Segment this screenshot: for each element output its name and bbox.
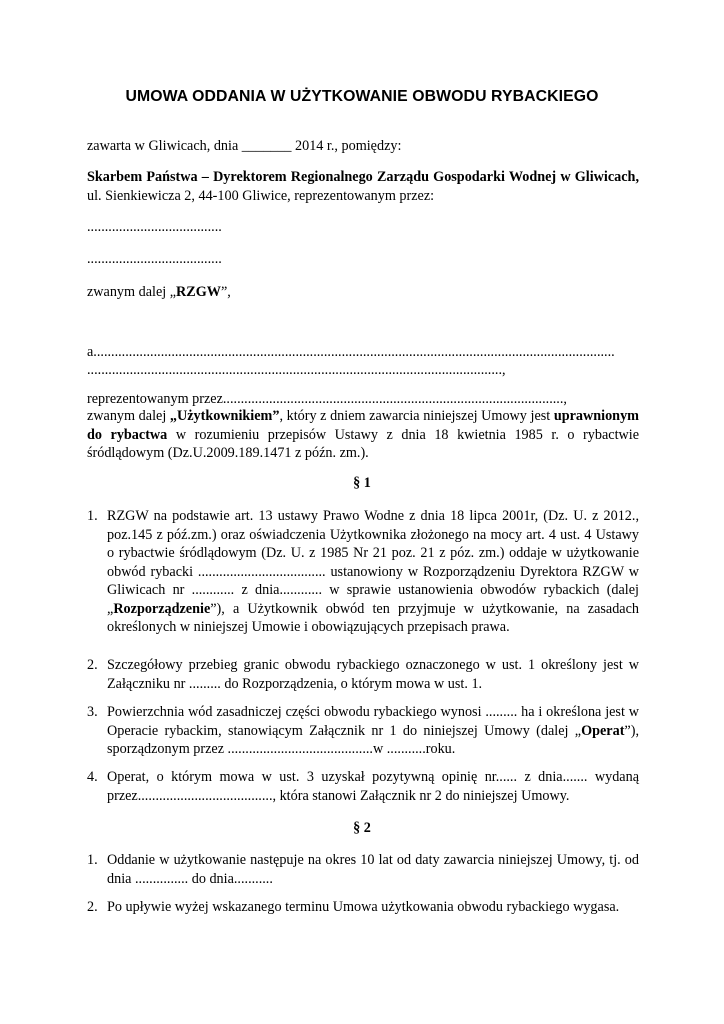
section-2-heading: § 2 <box>353 820 371 836</box>
party1-rep-line-1: ...................................... <box>87 219 222 235</box>
section-1-heading: § 1 <box>353 475 371 491</box>
called-rzgw: RZGW <box>176 284 221 300</box>
item-rozporzadzenie: Rozporządzenie <box>113 600 211 617</box>
party1-name: Skarbem Państwa – Dyrektorem Regionalnego Zarządu Gospodarki Wodnej w Gliwicach, <box>87 169 639 185</box>
party1-rep-line-2: ...................................... <box>87 251 222 267</box>
item-number: 3. <box>87 704 98 720</box>
item-operat: Operat <box>581 722 625 739</box>
item-text <box>107 507 639 637</box>
party2-text-3: w rozumieniu przepisów Ustawy z dnia 18 kwietnia 1985 r. o rybactwie śródlądowym (Dz.U.2009.189.1471 z późn. zm.). <box>87 426 639 461</box>
party1-called <box>87 283 639 302</box>
party2-text-1: zwanym dalej <box>87 408 170 424</box>
item-text-a: Powierzchnia wód zasadniczej części obwodu rybackiego wynosi ......... ha i określona jest w Operacie rybackim, stanowiącym Załącznik nr 1 do niniejszej Umowy (dalej „ <box>107 704 639 739</box>
party2-uprawniony: uprawnionym do rybactwa <box>87 408 639 443</box>
party2-uzytkownik: „Użytkownikiem” <box>169 408 280 424</box>
party2-text-2: , który z dniem zawarcia niniejszej Umowy jest <box>279 408 554 424</box>
item-text-c: ”), sporządzonym przez .........................................w ...........roku. <box>107 722 639 757</box>
item-text: Oddanie w użytkowanie następuje na okres 10 lat od daty zawarcia niniejszej Umowy, tj. od dnia ............... do dnia........... <box>107 852 639 887</box>
item-text: Po upływie wyżej wskazanego terminu Umowa użytkowania obwodu rybackiego wygasa. <box>107 899 620 915</box>
party1-paragraph <box>87 168 639 205</box>
document-title: UMOWA ODDANIA W UŻYTKOWANIE OBWODU RYBACKIEGO <box>125 88 599 105</box>
party2-rep: reprezentowanym przez................................................................................................, <box>87 391 567 407</box>
item-text: Operat, o którym mowa w ust. 3 uzyskał pozytywną opinię nr...... z dnia....... wydaną przez......................................, która stanowi Załącznik nr 2 do niniejszej Umowy. <box>107 769 639 804</box>
item-text: Szczegółowy przebieg granic obwodu rybackiego oznaczonego w ust. 1 określony jest w Załączniku nr ......... do Rozporządzenia, o którym mowa w ust. 1. <box>107 657 639 692</box>
item-number: 2. <box>87 899 98 915</box>
party2-line-b: ....................................................................................................................., <box>87 362 506 378</box>
item-number: 2. <box>87 657 98 673</box>
called-prefix: zwanym dalej „ <box>87 284 177 300</box>
item-text <box>107 703 639 759</box>
item-number: 1. <box>87 852 98 868</box>
item-text-c: ”), a Użytkownik obwód ten przyjmuje w użytkowanie, na zasadach określonych w niniejszej Umowie i obowiązujących przepisach prawa. <box>107 600 639 635</box>
party2-line-a: a................................................................................................................................................... <box>87 344 615 360</box>
item-number: 4. <box>87 769 98 785</box>
called-suffix: ”, <box>220 284 231 300</box>
party2-paragraph <box>87 407 639 463</box>
item-text-a: RZGW na podstawie art. 13 ustawy Prawo Wodne z dnia 18 lipca 2001r, (Dz. U. z 2012., poz.145 z póź.zm.) oraz oświadczenia Użytkownika złożonego na mocy art. 4 ust. 4 Ustawy o rybactwie śródlądowym (Dz. U. z 1985 Nr 21 poz. 21 z póz. zm.) oddaje w użytkowanie obwód rybacki .................................... ustanowiony w Rozporządzeniu Dyrektora RZGW w Gliwicach nr ............ z dnia............ w sprawie ustanowienia obwodów rybackich (dalej „ <box>107 508 639 617</box>
item-number: 1. <box>87 508 98 524</box>
party1-address: ul. Sienkiewicza 2, 44-100 Gliwice, reprezentowanym przez: <box>87 187 435 204</box>
intro-line: zawarta w Gliwicach, dnia _______ 2014 r., pomiędzy: <box>87 138 402 154</box>
